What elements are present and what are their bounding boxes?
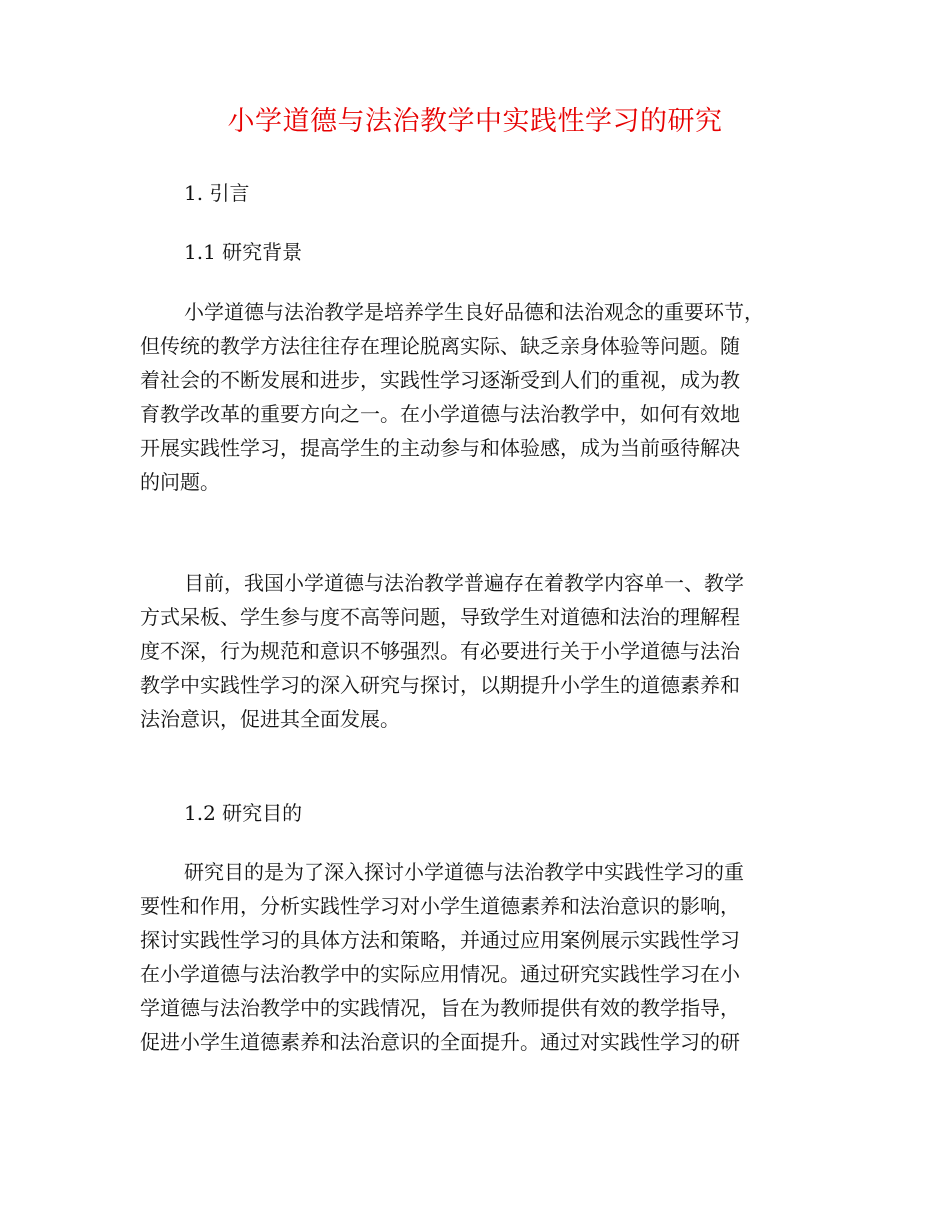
paragraph-line: 学道德与法治教学中的实践情况，旨在为教师提供有效的教学指导，	[140, 996, 740, 1020]
paragraph-line: 度不深，行为规范和意识不够强烈。有必要进行关于小学道德与法治	[140, 639, 740, 663]
paragraph-line: 教学中实践性学习的深入研究与探讨，以期提升小学生的道德素养和	[140, 673, 740, 697]
paragraph-line: 育教学改革的重要方向之一。在小学道德与法治教学中，如何有效地	[140, 402, 740, 426]
paragraph-line: 法治意识，促进其全面发展。	[140, 707, 400, 731]
paragraph-line: 的问题。	[140, 470, 220, 494]
paragraph-line: 研究目的是为了深入探讨小学道德与法治教学中实践性学习的重	[184, 860, 744, 884]
section-heading-research-background: 1.1 研究背景	[184, 240, 303, 264]
paragraph-background-2	[140, 566, 840, 736]
paragraph-line: 但传统的教学方法往往存在理论脱离实际、缺乏亲身体验等问题。随	[140, 334, 740, 358]
paragraph-background-1	[140, 295, 840, 499]
paragraph-line: 在小学道德与法治教学中的实际应用情况。通过研究实践性学习在小	[140, 962, 740, 986]
section-heading-introduction: 1. 引言	[184, 181, 250, 205]
paragraph-line: 探讨实践性学习的具体方法和策略，并通过应用案例展示实践性学习	[140, 928, 740, 952]
section-heading-research-purpose: 1.2 研究目的	[184, 801, 303, 825]
paragraph-line: 着社会的不断发展和进步，实践性学习逐渐受到人们的重视，成为教	[140, 368, 740, 392]
paragraph-line: 开展实践性学习，提高学生的主动参与和体验感，成为当前亟待解决	[140, 436, 740, 460]
paragraph-line: 目前，我国小学道德与法治教学普遍存在着教学内容单一、教学	[184, 571, 744, 595]
paragraph-purpose	[140, 855, 840, 1059]
document-title: 小学道德与法治教学中实践性学习的研究	[227, 106, 723, 137]
paragraph-line: 小学道德与法治教学是培养学生良好品德和法治观念的重要环节，	[184, 300, 764, 324]
paragraph-line: 要性和作用，分析实践性学习对小学生道德素养和法治意识的影响，	[140, 894, 740, 918]
paragraph-line: 促进小学生道德素养和法治意识的全面提升。通过对实践性学习的研	[140, 1030, 740, 1054]
paragraph-line: 方式呆板、学生参与度不高等问题，导致学生对道德和法治的理解程	[140, 605, 740, 629]
